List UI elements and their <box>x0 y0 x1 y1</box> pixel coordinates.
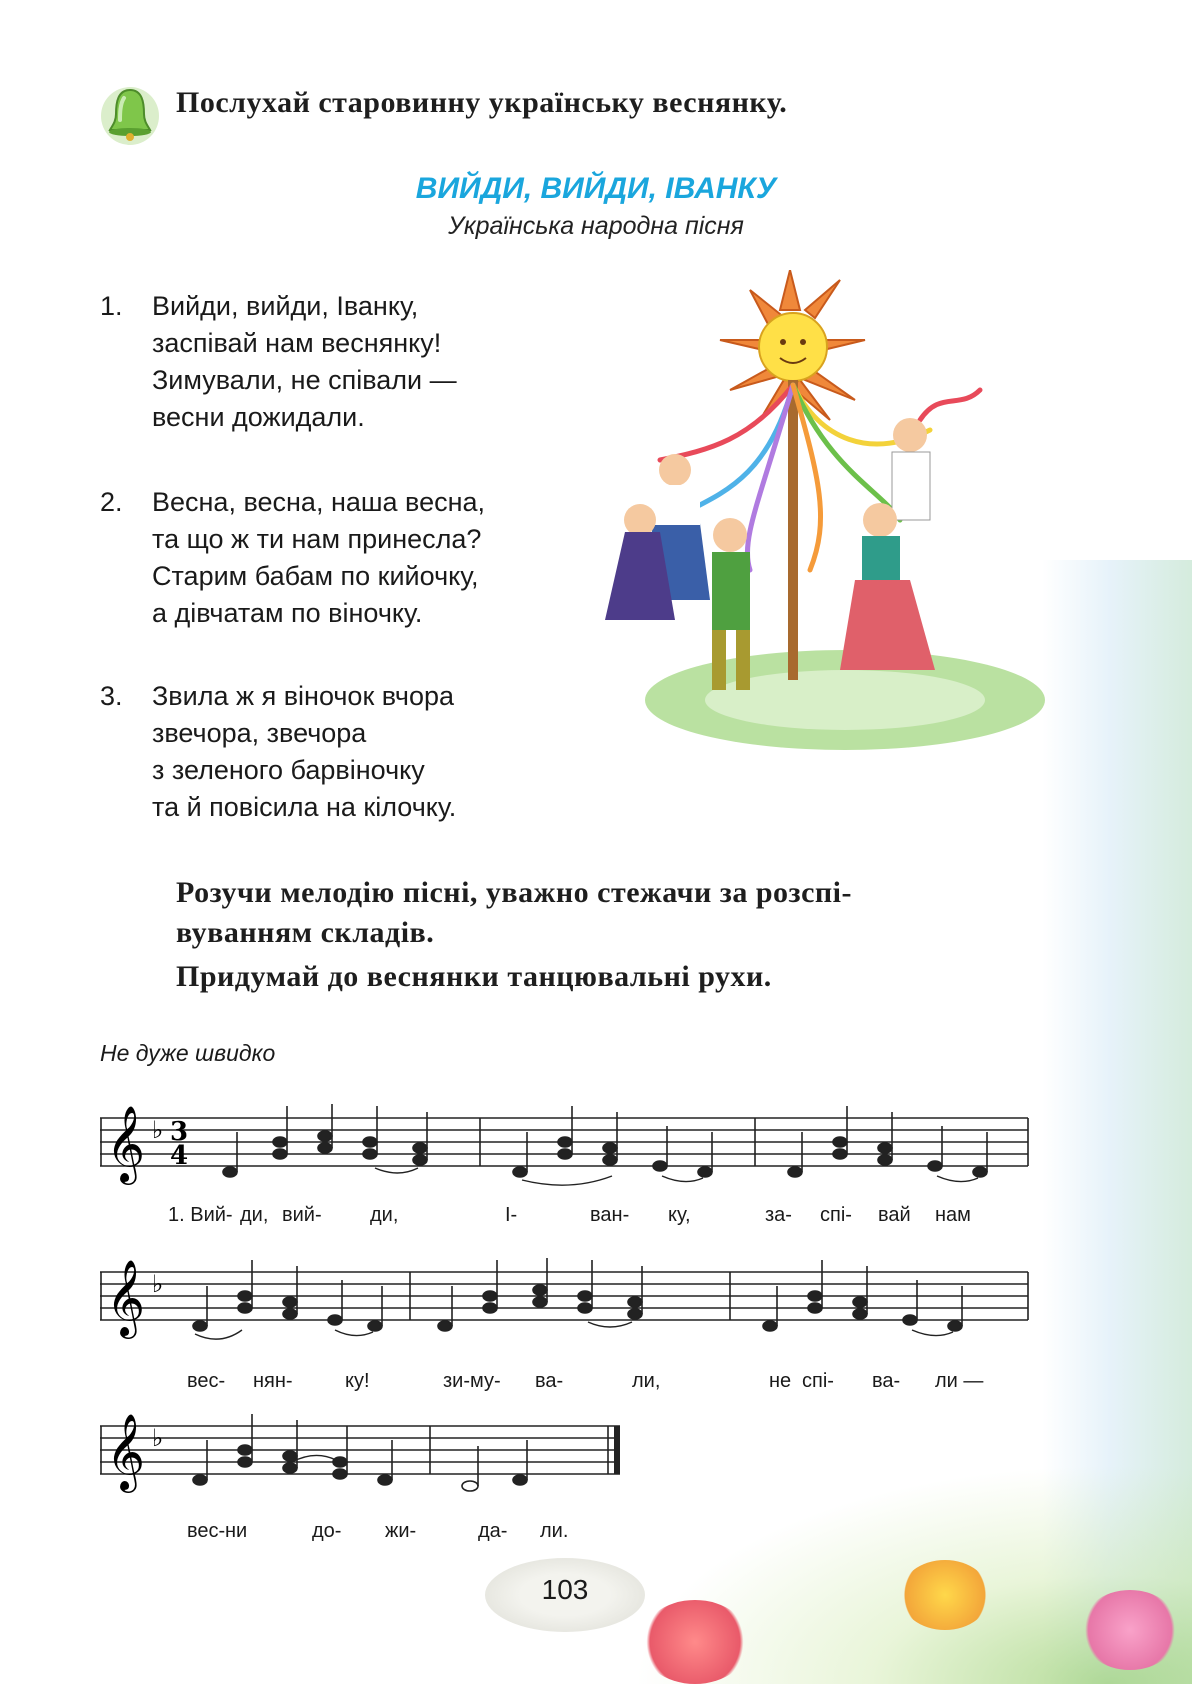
decorative-flower <box>900 1560 990 1630</box>
verse-number: 2. <box>100 487 123 517</box>
time-sig-bottom: 4 <box>170 1141 189 1171</box>
learn-instruction-line: Розучи мелодію пісні, уважно стежачи за розспі- <box>176 876 852 909</box>
music-staff-2 <box>100 1246 1030 1356</box>
lyric-syllable: жи- <box>385 1520 417 1542</box>
verse-line: Вийди, вийди, Іванку, <box>152 291 419 321</box>
lyric-syllable: вай <box>878 1204 911 1226</box>
lyric-syllable: спі- <box>820 1204 852 1226</box>
verse-line: звечора, звечора <box>152 718 367 748</box>
lyric-syllable: І- <box>505 1204 518 1226</box>
music-staff-3 <box>100 1400 640 1510</box>
lyric-syllable: ли. <box>540 1520 569 1542</box>
lyric-syllable: за- <box>765 1204 792 1226</box>
lyric-syllable: ва- <box>872 1370 901 1392</box>
treble-clef-icon: 𝄞 <box>106 1413 146 1490</box>
lyric-syllable: ва- <box>535 1370 564 1392</box>
lyric-syllable: ку, <box>668 1204 691 1226</box>
lyric-syllable: вий- <box>282 1204 322 1226</box>
verse-line: та що ж ти нам принесла? <box>152 524 482 554</box>
lyric-syllable: ни <box>225 1520 248 1542</box>
verse-line: Зимували, не співали — <box>152 365 457 395</box>
lyric-syllable: да- <box>478 1520 508 1542</box>
verse-line: Старим бабам по кийочку, <box>152 561 479 591</box>
lyric-syllable: 1. Вий- <box>168 1204 233 1226</box>
time-sig-top: 3 <box>170 1117 189 1147</box>
tempo-marking: Не дуже швидко <box>100 1040 276 1066</box>
song-subtitle: Українська народна пісня <box>448 212 744 240</box>
verse-line: а дівчатам по віночку. <box>152 598 423 628</box>
lyric-syllable: ди, <box>370 1204 399 1226</box>
verse-line: з зеленого барвіночку <box>152 755 425 785</box>
lyric-syllable: до- <box>312 1520 342 1542</box>
decorative-flower <box>1080 1590 1180 1670</box>
lyric-syllable: ван- <box>590 1204 630 1226</box>
lyric-syllable: нам <box>935 1204 971 1226</box>
lyric-syllable: ку! <box>345 1370 370 1392</box>
svg-text:♭: ♭ <box>152 1116 164 1144</box>
lyric-syllable: ди, <box>240 1204 269 1226</box>
bell-icon <box>98 82 162 146</box>
maypole-dance-illustration <box>600 270 1080 760</box>
verse-line: заспівай нам веснянку! <box>152 328 442 358</box>
lyric-syllable: нян- <box>253 1370 293 1392</box>
verse-number: 3. <box>100 681 123 711</box>
verse-number: 1. <box>100 291 123 321</box>
music-staff-1 <box>100 1092 1030 1202</box>
lyric-syllable: спі- <box>802 1370 834 1392</box>
verse-line: Весна, весна, наша весна, <box>152 487 486 517</box>
verse-line: Звила ж я віночок вчора <box>152 681 455 711</box>
verse-line: весни дожидали. <box>152 402 365 432</box>
lyric-syllable: вес- <box>187 1520 226 1542</box>
dance-instruction: Придумай до веснянки танцювальні рухи. <box>176 960 772 993</box>
svg-text:♭: ♭ <box>152 1424 164 1452</box>
lyric-syllable: вес- <box>187 1370 226 1392</box>
lyric-syllable: ли, <box>632 1370 661 1392</box>
song-title: ВИЙДИ, ВИЙДИ, ІВАНКУ <box>415 172 777 205</box>
treble-clef-icon: 𝄞 <box>106 1105 146 1182</box>
lyric-syllable: не <box>769 1370 792 1392</box>
lyric-syllable: му- <box>470 1370 501 1392</box>
learn-instruction-line: вуванням складів. <box>176 916 435 949</box>
verse-line: та й повісила на кілочку. <box>152 792 457 822</box>
lyric-syllable: зи- <box>443 1370 471 1392</box>
listen-instruction: Послухай старовинну українську веснянку. <box>176 86 788 119</box>
svg-text:♭: ♭ <box>152 1270 164 1298</box>
treble-clef-icon: 𝄞 <box>106 1259 146 1336</box>
lyric-syllable: ли — <box>935 1370 984 1392</box>
decorative-flower <box>640 1600 750 1684</box>
page-number: 103 <box>541 1574 589 1605</box>
